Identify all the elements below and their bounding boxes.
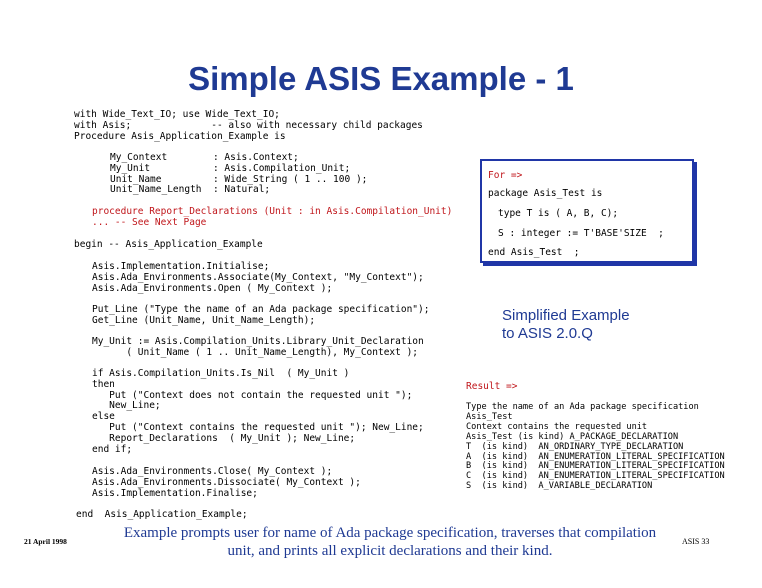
page-number: ASIS 33 — [682, 537, 710, 546]
example-line-2: type T is ( A, B, C); — [498, 208, 619, 219]
input-code: Put_Line ("Type the name of an Ada package specification"); Get_Line (Unit_Name, Unit_Name_Length); — [92, 304, 430, 326]
slide-title: Simple ASIS Example - 1 — [188, 60, 574, 97]
example-line-4: end Asis_Test ; — [488, 247, 580, 258]
example-line-3: S : integer := T'BASE'SIZE ; — [498, 228, 664, 239]
example-label: For => — [488, 170, 523, 181]
end-code: end Asis_Application_Example; — [76, 509, 248, 520]
library-unit-code: My_Unit := Asis.Compilation_Units.Library_Unit_Declaration ( Unit_Name ( 1 .. Unit_Name_Length), My_Context ); — [92, 336, 424, 358]
result-output: Type the name of an Ada package specification Asis_Test Context contains the requested unit Asis_Test (is kind) A_PACKAGE_DECLARATION T (is kind) AN_ORDINARY_TYPE_DECLARATION A (is kind) AN_ENUMERATION_LITERAL_SPECIFICATION B (is kind) AN_ENUMERATION_LITERAL_SPECIFICATION C (is kind) AN_ENUMERATION_LITERAL_SPECIFICATION S (is kind) A_VARIABLE_DECLARATION — [466, 402, 725, 492]
result-label: Result => — [466, 381, 518, 392]
example-line-1: package Asis_Test is — [488, 188, 603, 199]
declarations-code: My_Context : Asis.Context; My_Unit : Asis.Compilation_Unit; Unit_Name : Wide_String ( 1 .. 100 ); Unit_Name_Length : Natural; — [110, 152, 368, 196]
slide-date: 21 April 1998 — [24, 537, 67, 546]
procedure-declaration-code: procedure Report_Declarations (Unit : in Asis.Compilation_Unit) ... -- See Next Page — [92, 206, 453, 228]
slide-summary: Example prompts user for name of Ada package specification, traverses that compilation unit, and prints all explicit declarations and their kind. — [123, 525, 657, 559]
begin-code: begin -- Asis_Application_Example — [74, 239, 263, 250]
simplified-caption — [502, 307, 630, 343]
initialise-code: Asis.Implementation.Initialise; Asis.Ada_Environments.Associate(My_Context, "My_Context"); Asis.Ada_Environments.Open ( My_Context ); — [92, 261, 424, 294]
caption-text: Simplified Example to ASIS 2.0.Q — [502, 307, 630, 342]
if-statement-code: if Asis.Compilation_Units.Is_Nil ( My_Unit ) then Put ("Context does not contain the requested unit "); New_Line; else Put ("Context contains the requested unit "); New_Line; Report_Declarations ( My_Unit ); New_Line; end if; — [92, 368, 424, 455]
example-input-box — [480, 159, 694, 263]
header-code: with Wide_Text_IO; use Wide_Text_IO; with Asis; -- also with necessary child packages Procedure Asis_Application_Example is — [74, 109, 423, 142]
close-code: Asis.Ada_Environments.Close( My_Context ); Asis.Ada_Environments.Dissociate( My_Context ); Asis.Implementation.Finalise; — [92, 466, 361, 499]
